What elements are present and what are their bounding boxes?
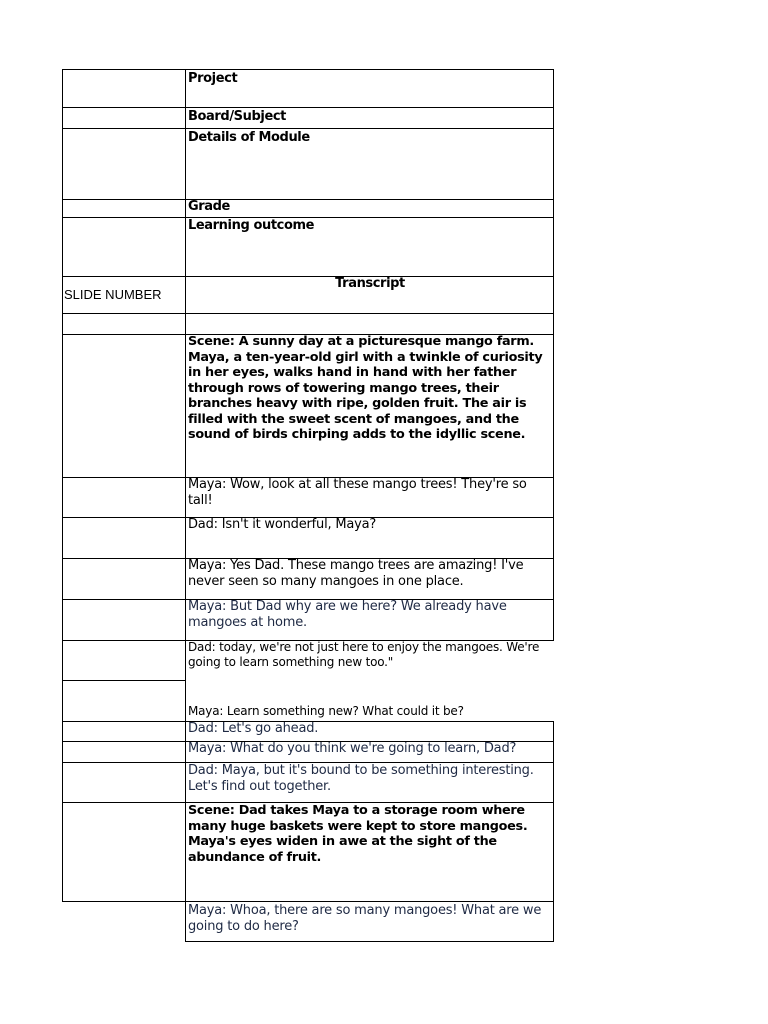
transcript-label: Transcript — [335, 276, 405, 291]
header-left-cell — [62, 128, 186, 200]
slide-cell — [62, 721, 186, 742]
dialogue-text: Maya: What do you think we're going to learn, Dad? — [188, 741, 517, 756]
dialogue-text: Dad: Let's go ahead. — [188, 721, 319, 736]
dialogue-text: Dad: Isn't it wonderful, Maya? — [188, 517, 377, 532]
slide-cell — [62, 802, 186, 902]
dialogue-text: Dad: today, we're not just here to enjoy the mangoes. We're going to learn something new too." — [188, 640, 540, 669]
header-left-cell — [62, 217, 186, 277]
slide-cell — [62, 599, 186, 641]
slide-cell — [62, 477, 186, 518]
scene-text: Scene: A sunny day at a picturesque mango farm. Maya, a ten-year-old girl with a twinkle of curiosity in her eyes, walks hand in hand with her father through rows of towering mango trees, their branches heavy with ripe, golden fruit. The air is filled with the sweet scent of mangoes, and the sound of birds chirping adds to the idyllic scene. — [188, 334, 543, 442]
dialogue-text: Maya: Whoa, there are so many mangoes! What are we going to do here? — [188, 903, 542, 934]
dialogue-text: Maya: But Dad why are we here? We already have mangoes at home. — [188, 599, 507, 630]
slide-number-label: SLIDE NUMBER — [64, 287, 162, 302]
dialogue-text: Maya: Yes Dad. These mango trees are amazing! I've never seen so many mangoes in one place. — [188, 558, 524, 589]
slide-cell — [62, 334, 186, 478]
details-label: Details of Module — [188, 130, 310, 145]
grade-label: Grade — [188, 199, 230, 214]
board-subject-label: Board/Subject — [188, 109, 286, 124]
dialogue-text: Maya: Learn something new? What could it be? — [188, 704, 464, 718]
header-left-cell — [62, 313, 186, 335]
dialogue-text: Maya: Wow, look at all these mango trees! They're so tall! — [188, 477, 527, 508]
project-label: Project — [188, 71, 238, 86]
slide-cell — [62, 517, 186, 559]
dialogue-text: Dad: Maya, but it's bound to be something interesting. Let's find out together. — [188, 763, 534, 794]
learning-outcome-label: Learning outcome — [188, 218, 315, 233]
header-left-cell — [62, 199, 186, 218]
slide-cell — [62, 680, 186, 722]
header-left-cell — [62, 107, 186, 129]
grade-cell — [185, 199, 554, 218]
slide-cell — [62, 762, 186, 803]
slide-cell — [62, 640, 186, 681]
scene-text: Scene: Dad takes Maya to a storage room where many huge baskets were kept to store mangoes. Maya's eyes widen in awe at the sight of the abundance of fruit. — [188, 803, 528, 865]
slide-cell — [62, 558, 186, 600]
slide-cell — [62, 741, 186, 763]
header-left-cell — [62, 69, 186, 108]
project-cell — [185, 69, 554, 108]
blank-row-cell — [185, 313, 554, 335]
